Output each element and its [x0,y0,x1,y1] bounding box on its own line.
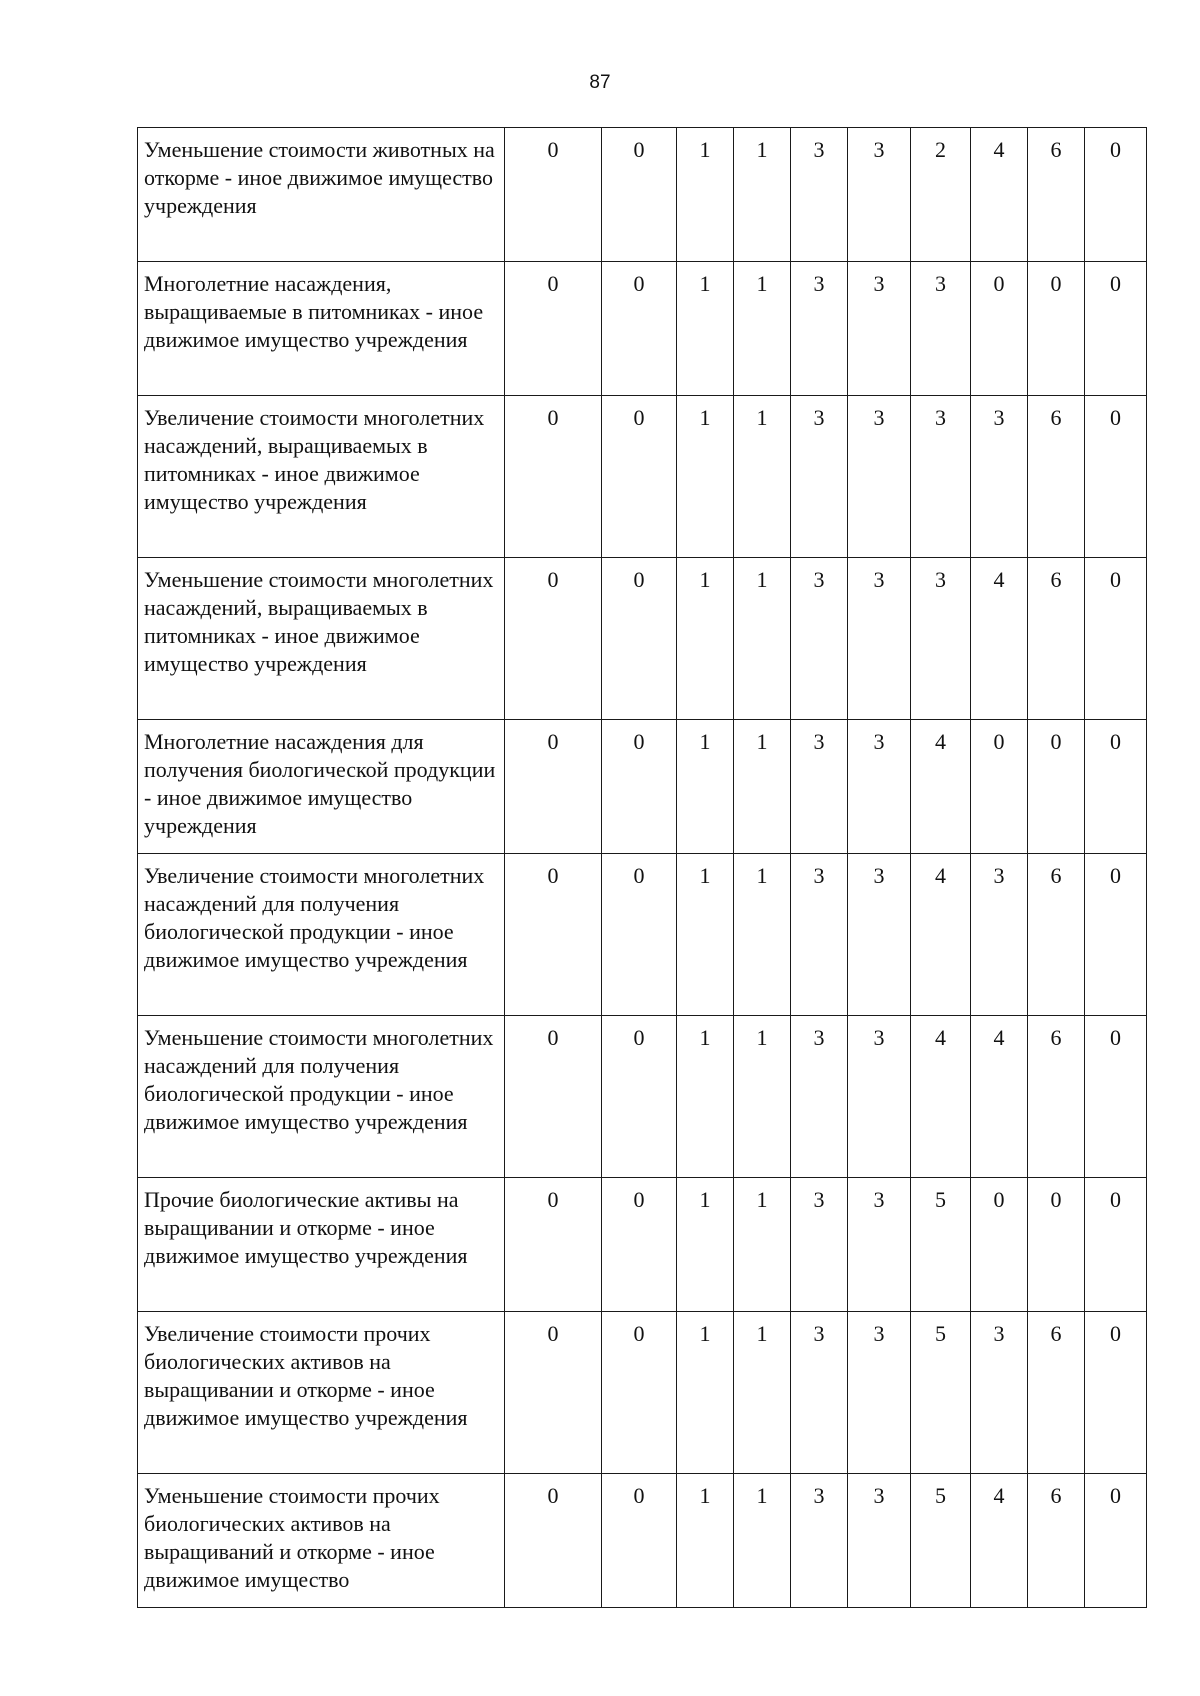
code-digit-cell: 1 [677,558,734,720]
code-digit-cell: 5 [911,1312,971,1474]
page-number: 87 [589,72,611,93]
code-digit-cell: 6 [1028,1016,1085,1178]
account-name-cell: Прочие биологические активы на выращивании и откорме - иное движимое имущество учреждения [138,1178,505,1312]
code-digit-cell: 1 [734,1016,791,1178]
table-row [138,262,1147,396]
code-digit-cell: 3 [848,396,911,558]
code-digit-cell: 3 [791,396,848,558]
code-digit-cell: 4 [971,128,1028,262]
code-digit-cell: 1 [734,262,791,396]
code-digit-cell: 0 [602,396,677,558]
code-digit-cell: 1 [677,1312,734,1474]
code-digit-cell: 1 [734,558,791,720]
code-digit-cell: 0 [971,262,1028,396]
code-digit-cell: 0 [602,128,677,262]
code-digit-cell: 6 [1028,1474,1085,1608]
code-digit-cell: 0 [505,396,602,558]
code-digit-cell: 0 [602,1178,677,1312]
code-digit-cell: 1 [734,1312,791,1474]
code-digit-cell: 3 [911,396,971,558]
account-name-cell: Увеличение стоимости многолетних насаждений, выращиваемых в питомниках - иное движимое имущество учреждения [138,396,505,558]
code-digit-cell: 1 [734,128,791,262]
table-row [138,854,1147,1016]
table-body [138,128,1147,1608]
code-digit-cell: 0 [1085,1474,1147,1608]
code-digit-cell: 0 [1085,720,1147,854]
code-digit-cell: 0 [602,1474,677,1608]
account-codes-table [137,127,1147,1608]
code-digit-cell: 0 [1085,1178,1147,1312]
code-digit-cell: 3 [911,558,971,720]
code-digit-cell: 3 [791,128,848,262]
code-digit-cell: 6 [1028,558,1085,720]
account-name-cell: Многолетние насаждения, выращиваемые в питомниках - иное движимое имущество учреждения [138,262,505,396]
code-digit-cell: 3 [791,1312,848,1474]
code-digit-cell: 3 [791,720,848,854]
code-digit-cell: 0 [505,1016,602,1178]
code-digit-cell: 0 [971,1178,1028,1312]
code-digit-cell: 0 [602,1016,677,1178]
code-digit-cell: 0 [505,854,602,1016]
code-digit-cell: 3 [848,128,911,262]
table-row [138,1474,1147,1608]
account-name-cell: Увеличение стоимости прочих биологических активов на выращивании и откорме - иное движимое имущество учреждения [138,1312,505,1474]
code-digit-cell: 1 [677,720,734,854]
code-digit-cell: 3 [848,262,911,396]
code-digit-cell: 1 [734,1474,791,1608]
code-digit-cell: 0 [505,1474,602,1608]
table-row [138,1312,1147,1474]
code-digit-cell: 0 [602,1312,677,1474]
code-digit-cell: 0 [1085,396,1147,558]
code-digit-cell: 3 [848,558,911,720]
code-digit-cell: 0 [1085,128,1147,262]
account-name-cell: Уменьшение стоимости многолетних насаждений, выращиваемых в питомниках - иное движимое имущество учреждения [138,558,505,720]
code-digit-cell: 1 [677,262,734,396]
code-digit-cell: 3 [848,1178,911,1312]
account-name-cell: Увеличение стоимости многолетних насаждений для получения биологической продукции - иное движимое имущество учреждения [138,854,505,1016]
code-digit-cell: 3 [848,720,911,854]
table-row [138,558,1147,720]
code-digit-cell: 6 [1028,396,1085,558]
code-digit-cell: 1 [677,396,734,558]
code-digit-cell: 3 [791,1178,848,1312]
code-digit-cell: 3 [791,558,848,720]
code-digit-cell: 1 [677,1016,734,1178]
code-digit-cell: 0 [1028,1178,1085,1312]
code-digit-cell: 3 [791,262,848,396]
code-digit-cell: 0 [1085,558,1147,720]
code-digit-cell: 0 [505,128,602,262]
code-digit-cell: 0 [602,720,677,854]
code-digit-cell: 0 [602,262,677,396]
code-digit-cell: 5 [911,1178,971,1312]
code-digit-cell: 0 [1085,1016,1147,1178]
code-digit-cell: 1 [734,720,791,854]
code-digit-cell: 0 [505,720,602,854]
code-digit-cell: 4 [971,1016,1028,1178]
code-digit-cell: 3 [848,1312,911,1474]
code-digit-cell: 3 [971,854,1028,1016]
code-digit-cell: 0 [602,558,677,720]
code-digit-cell: 3 [848,854,911,1016]
code-digit-cell: 6 [1028,1312,1085,1474]
code-digit-cell: 1 [734,1178,791,1312]
code-digit-cell: 3 [971,1312,1028,1474]
code-digit-cell: 1 [677,128,734,262]
table-row [138,396,1147,558]
code-digit-cell: 4 [971,558,1028,720]
account-name-cell: Многолетние насаждения для получения биологической продукции - иное движимое имущество учреждения [138,720,505,854]
code-digit-cell: 6 [1028,854,1085,1016]
code-digit-cell: 3 [791,1016,848,1178]
code-digit-cell: 2 [911,128,971,262]
code-digit-cell: 4 [971,1474,1028,1608]
table-row [138,1178,1147,1312]
account-name-cell: Уменьшение стоимости многолетних насаждений для получения биологической продукции - иное движимое имущество учреждения [138,1016,505,1178]
code-digit-cell: 0 [1085,854,1147,1016]
code-digit-cell: 4 [911,854,971,1016]
code-digit-cell: 3 [911,262,971,396]
code-digit-cell: 1 [677,1178,734,1312]
code-digit-cell: 0 [1028,720,1085,854]
code-digit-cell: 1 [677,1474,734,1608]
code-digit-cell: 3 [848,1474,911,1608]
code-digit-cell: 0 [505,1178,602,1312]
code-digit-cell: 3 [971,396,1028,558]
table-row [138,1016,1147,1178]
code-digit-cell: 0 [505,558,602,720]
table-row [138,720,1147,854]
code-digit-cell: 4 [911,1016,971,1178]
code-digit-cell: 0 [1028,262,1085,396]
code-digit-cell: 3 [791,854,848,1016]
account-name-cell: Уменьшение стоимости прочих биологических активов на выращиваний и откорме - иное движимое имущество [138,1474,505,1608]
code-digit-cell: 1 [734,854,791,1016]
account-name-cell: Уменьшение стоимости животных на откорме - иное движимое имущество учреждения [138,128,505,262]
code-digit-cell: 5 [911,1474,971,1608]
code-digit-cell: 0 [505,1312,602,1474]
code-digit-cell: 0 [505,262,602,396]
code-digit-cell: 4 [911,720,971,854]
table-row [138,128,1147,262]
code-digit-cell: 0 [602,854,677,1016]
code-digit-cell: 0 [971,720,1028,854]
code-digit-cell: 1 [734,396,791,558]
code-digit-cell: 0 [1085,262,1147,396]
code-digit-cell: 3 [791,1474,848,1608]
code-digit-cell: 1 [677,854,734,1016]
code-digit-cell: 3 [848,1016,911,1178]
code-digit-cell: 0 [1085,1312,1147,1474]
code-digit-cell: 6 [1028,128,1085,262]
